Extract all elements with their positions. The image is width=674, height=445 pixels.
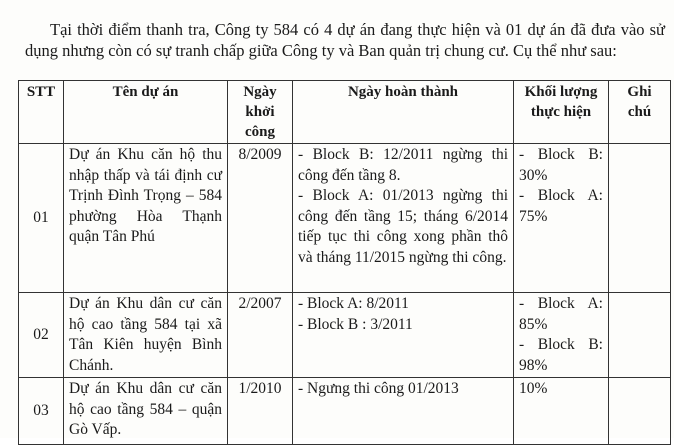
- completion-line: - Block A: 8/2011: [298, 295, 409, 312]
- row-stt: 02: [19, 293, 64, 378]
- row-volume: [514, 144, 609, 293]
- volume-line: - Block B: 98%: [519, 336, 603, 374]
- volume-line: - Block B: 30%: [519, 146, 603, 184]
- row-project-name: Dự án Khu căn hộ thu nhập thấp và tái định cư Trịnh Đình Trọng – 584 phường Hòa Thạnh quận Tân Phú: [64, 144, 228, 293]
- table-row: [19, 293, 671, 378]
- header-note: Ghi chú: [609, 81, 671, 144]
- row-note: [609, 144, 671, 293]
- completion-line: - Block B : 3/2011: [298, 315, 413, 333]
- header-volume: Khối lượng thực hiện: [514, 81, 609, 144]
- row-volume: [514, 378, 609, 445]
- volume-line: 10%: [519, 380, 548, 397]
- projects-table: [18, 80, 671, 445]
- intro-paragraph: Tại thời điểm thanh tra, Công ty 584 có 4 dự án đang thực hiện và 01 dự án đã đưa vào sử dụng nhưng còn có sự tranh chấp giữa Công ty và Ban quản trị chung cư. Cụ thể như sau:: [25, 19, 665, 60]
- table-header-row: [19, 81, 671, 144]
- header-stt: STT: [19, 81, 64, 144]
- header-project-name: Tên dự án: [64, 81, 228, 144]
- row-completion: [293, 144, 514, 293]
- row-stt: 01: [19, 144, 64, 293]
- volume-line: - Block A: 85%: [519, 295, 603, 333]
- row-project-name: Dự án Khu dân cư căn hộ cao tầng 584 tại xã Tân Kiên huyện Bình Chánh.: [64, 293, 228, 378]
- row-stt: 03: [19, 378, 64, 445]
- row-completion: [293, 293, 514, 378]
- header-completion-date: Ngày hoàn thành: [293, 81, 514, 144]
- row-project-name: Dự án Khu dân cư căn hộ cao tầng 584 – quận Gò Vấp.: [64, 378, 228, 445]
- row-start-date: 1/2010: [228, 378, 293, 445]
- row-completion: [293, 378, 514, 445]
- row-volume: [514, 293, 609, 378]
- completion-line: - Ngưng thi công 01/2013: [298, 380, 459, 397]
- row-note: [609, 293, 671, 378]
- table-row: [19, 378, 671, 445]
- row-note: [609, 378, 671, 445]
- volume-line: - Block A: 75%: [519, 187, 603, 225]
- row-start-date: 2/2007: [228, 293, 293, 378]
- completion-line: - Block B: 12/2011 ngừng thi công đến tầng 8.: [298, 146, 508, 184]
- table-row: [19, 144, 671, 293]
- completion-line: - Block A: 01/2013 ngừng thi công đến tầng 15; tháng 6/2014 tiếp tục thi công xong phần thô và tháng 11/2015 ngừng thi công.: [298, 187, 508, 266]
- header-start-date: Ngày khởi công: [228, 81, 293, 144]
- row-start-date: 8/2009: [228, 144, 293, 293]
